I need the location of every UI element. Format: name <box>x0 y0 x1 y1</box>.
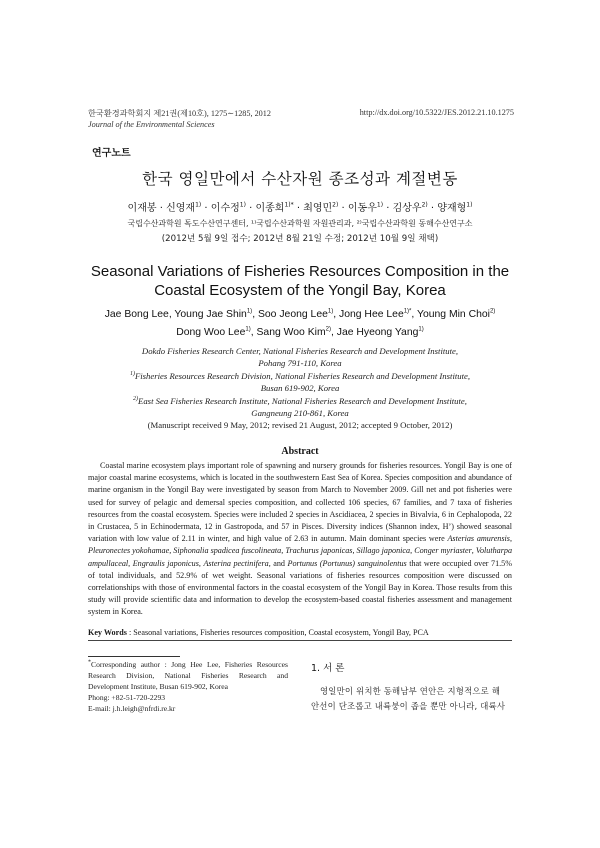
author-affiliation-mark: 2) <box>489 308 496 315</box>
author-name: 김상우 <box>392 203 422 214</box>
author-name: Sang Woo Kim <box>256 327 326 338</box>
english-title-line1: Seasonal Variations of Fisheries Resources Composition in the <box>90 263 510 280</box>
author-affiliation-mark: 1)* <box>403 308 412 315</box>
section-divider <box>88 640 512 641</box>
intro-line2: 안선이 단조롭고 내륙붕이 좁을 뿐만 아니라, 대륙사 <box>311 701 506 712</box>
author-separator: · <box>383 203 393 214</box>
english-authors <box>0 306 600 342</box>
affiliation-1-line1: $^{1)}$Fisheries Resources Research Division, National Fisheries Research and Development Institute, <box>129 370 471 381</box>
english-title-line2: Coastal Ecosystem of the Yongil Bay, Korea <box>154 282 446 299</box>
author-name: 이종희 <box>255 203 285 214</box>
affiliation-0-line1: Dokdo Fisheries Research Center, National Fisheries Research and Development Institute, <box>141 346 459 356</box>
author-affiliation-mark: 1) <box>239 201 246 209</box>
intro-body <box>311 684 513 715</box>
author-name: Young Jae Shin <box>174 309 247 320</box>
author-separator: , <box>252 309 258 320</box>
author-name: Jong Hee Lee <box>339 309 404 320</box>
author-affiliation-mark: 1) <box>466 201 473 209</box>
korean-title: 한국 영일만에서 수산자원 종조성과 계절변동 <box>142 170 458 188</box>
english-authors-line2 <box>0 324 600 342</box>
author-affiliation-mark: 2) <box>325 326 331 333</box>
author-separator: , <box>333 309 340 320</box>
affiliation-2-line2: Gangneung 210-861, Korea <box>251 408 349 419</box>
author-name: 이수정 <box>210 203 240 214</box>
footnote-divider <box>88 656 180 657</box>
author-name: Soo Jeong Lee <box>257 309 328 320</box>
author-separator: · <box>427 203 438 214</box>
author-affiliation-mark: 1) <box>376 201 384 209</box>
doi-link[interactable]: http://dx.doi.org/10.5322/JES.2012.21.10.1275 <box>359 108 514 117</box>
author-affiliation-mark: 2) <box>332 201 339 209</box>
author-separator: · <box>293 203 304 214</box>
author-separator: , <box>250 327 257 338</box>
keywords-text: : Seasonal variations, Fisheries resources composition, Coastal ecosystem, Yongil Bay, PCA <box>126 628 429 637</box>
author-affiliation-mark: 1)* <box>284 201 294 209</box>
author-affiliation-mark: 2) <box>421 201 428 209</box>
author-name: Jae Hyeong Yang <box>336 327 419 338</box>
author-separator: , <box>330 327 337 338</box>
journal-name: Journal of the Environmental Sciences <box>88 120 215 129</box>
author-name: 양재형 <box>437 203 467 214</box>
korean-dates: (2012년 5월 9일 접수; 2012년 8월 21일 수정; 2012년 10월 9일 채택) <box>161 234 439 244</box>
affiliation-1-mark: 1) <box>129 370 135 377</box>
author-separator: · <box>338 203 348 214</box>
affiliation-2-mark: 2) <box>133 395 139 402</box>
author-name: Dong Woo Lee <box>176 327 246 338</box>
author-name: Young Min Choi <box>416 309 490 320</box>
author-name: Jae Bong Lee <box>104 309 169 320</box>
english-title <box>0 262 600 300</box>
citation-text: 한국환경과학회지 제21권(제10호), 1275∼1285, 2012 <box>88 109 271 118</box>
author-affiliation-mark: 1) <box>246 308 253 315</box>
author-name: 이동우 <box>347 203 377 214</box>
author-affiliation-mark: 1) <box>418 326 424 333</box>
korean-authors <box>0 199 600 214</box>
corresponding-email[interactable]: E-mail: j.h.leigh@nfrdi.re.kr <box>88 704 176 713</box>
author-name: 신영재 <box>166 203 196 214</box>
author-separator: · <box>245 203 256 214</box>
english-authors-line1 <box>0 306 600 324</box>
korean-affiliations: 국립수산과학원 독도수산연구센터, ¹⁾국립수산과학원 자원관리과, ²⁾국립수산과학원 동해수산연구소 <box>127 219 473 228</box>
correspondence-footnote <box>88 659 288 714</box>
keywords-label: Key Words <box>88 628 127 637</box>
affiliation-2-line1: $^{2)}$East Sea Fisheries Research Institute, National Fisheries Research and Development Institute, <box>133 395 467 406</box>
affiliation-1-line2: Busan 619-902, Korea <box>260 383 340 394</box>
author-affiliation-mark: 1) <box>195 201 202 209</box>
section-tag: 연구노트 <box>92 148 131 159</box>
intro-heading: 1. 서 론 <box>311 663 345 674</box>
author-name: 이재봉 <box>127 203 157 214</box>
corresponding-phone: Phong: +82-51-720-2293 <box>88 693 166 702</box>
intro-line1: 영일만이 위치한 동해남부 연안은 지형적으로 해 <box>320 686 501 696</box>
author-separator: , <box>411 309 417 320</box>
author-separator: · <box>156 203 167 214</box>
keywords <box>88 628 429 637</box>
author-name: 최영민 <box>303 203 333 214</box>
manuscript-dates: (Manuscript received 9 May, 2012; revised 21 August, 2012; accepted 9 October, 2012) <box>147 420 453 431</box>
corresponding-author: *Corresponding author : Jong Hee Lee, Fisheries Resources Research Division, National Fisheries Research and Development Institute, Busan 619-902, Korea <box>88 659 288 691</box>
author-affiliation-mark: 1) <box>245 326 251 333</box>
abstract-body: Coastal marine ecosystem plays important role of spawning and nursery grounds for fisheries resources. Yongil Bay is one of major coastal marine ecosystems, which is located in the southwestern East Sea of Korea. Species composition and abundance of marine organism in the Yongil Bay were investigated by season from March to November 2009. Gill net and pot fisheries were used for survey of pelagic and demersal species composition, and collected 106 species, 67 families, and 7 taxa of fisheries resources from the coastal ecosystem. Species were included 2 species in Ascidiacea, 2 species in Bivalvia, 6 in Cephalopoda, 22 in Crustacea, 5 in Echinodermata, 12 in Gastropoda, and 57 in Pisces. Diversity indices (Shannon index, H’) showed seasonal variation with low value of 2.11 in winter, and high value of 2.63 in autumn. Main dominant species were Asterias amurensis, Pleuronectes yokohamae, Siphonalia spadicea fuscolineata, Trachurus japonicas, Sillago japonica, Conger myriaster, Volutharpa ampullaceal, Engraulis japonicus, Asterina pectinifera, and Portunus (Portunus) sanguinolentus that were occupied over 71.5% of total individuals, and 52.9% of wet weight. Seasonal variations of fisheries resources composition were discussed on correlationships with those of environmental factors in the coastal ecosystem of the Yongil Bay in Korea. Those results from this study will provide scientific data and information to develop the ecosystem-based coastal fisheries assessment and management system in Korea. <box>88 461 513 617</box>
affiliation-0-line2: Pohang 791-110, Korea <box>258 358 342 369</box>
english-affiliations <box>0 345 600 432</box>
author-separator: , <box>168 309 175 320</box>
journal-citation-header <box>88 108 271 130</box>
author-affiliation-mark: 1) <box>327 308 334 315</box>
abstract-heading: Abstract <box>281 446 319 457</box>
author-separator: · <box>201 203 211 214</box>
